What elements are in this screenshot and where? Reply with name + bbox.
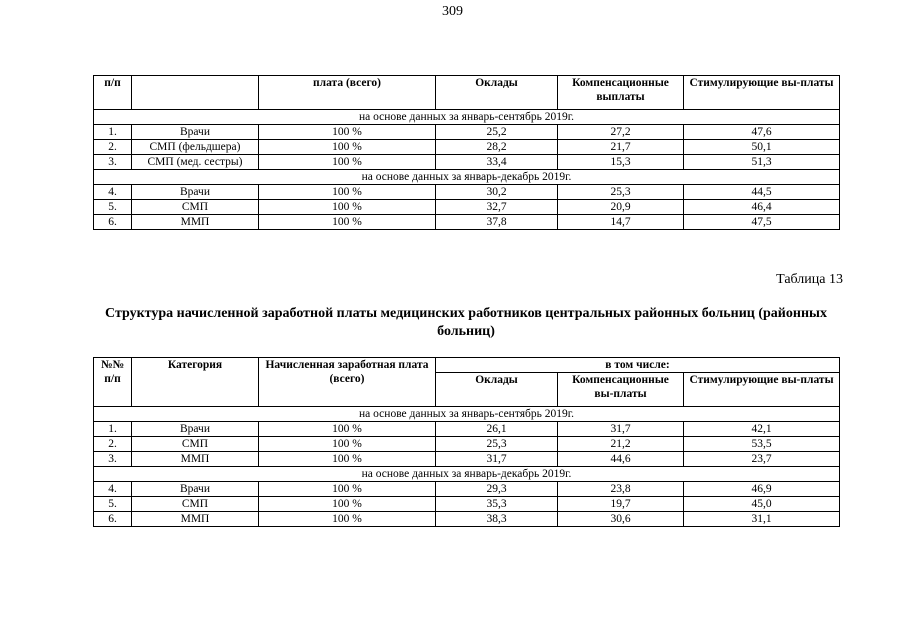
cell-salaries: 31,7: [436, 452, 558, 467]
cell-category: СМП: [132, 200, 259, 215]
cell-num: 1.: [94, 422, 132, 437]
cell-category: ММП: [132, 215, 259, 230]
cell-incentive: 47,6: [684, 125, 840, 140]
header-incentive: Стимулирующие вы-платы: [684, 76, 840, 110]
cell-incentive: 46,4: [684, 200, 840, 215]
header-total: плата (всего): [259, 76, 436, 110]
header-including: в том числе:: [436, 358, 840, 373]
cell-compensation: 20,9: [558, 200, 684, 215]
table-row: [94, 155, 840, 170]
cell-num: 3.: [94, 155, 132, 170]
cell-category: Врачи: [132, 482, 259, 497]
header-salaries: Оклады: [436, 76, 558, 110]
cell-incentive: 45,0: [684, 497, 840, 512]
header-salaries: Оклады: [436, 373, 558, 407]
cell-salaries: 25,3: [436, 437, 558, 452]
cell-total: 100 %: [259, 125, 436, 140]
cell-category: СМП: [132, 437, 259, 452]
table-title: Структура начисленной заработной платы медицинских работников центральных районных больниц (районных больниц): [105, 306, 827, 339]
cell-total: 100 %: [259, 185, 436, 200]
table-row: [94, 185, 840, 200]
cell-incentive: 46,9: [684, 482, 840, 497]
cell-compensation: 21,7: [558, 140, 684, 155]
section-row: [94, 467, 840, 482]
cell-incentive: 42,1: [684, 422, 840, 437]
cell-compensation: 25,3: [558, 185, 684, 200]
cell-category: ММП: [132, 512, 259, 527]
cell-total: 100 %: [259, 140, 436, 155]
cell-num: 4.: [94, 482, 132, 497]
cell-compensation: 15,3: [558, 155, 684, 170]
header-incentive: Стимулирующие вы-платы: [684, 373, 840, 407]
section-label: на основе данных за январь-декабрь 2019г.: [94, 170, 840, 185]
table-row: [94, 200, 840, 215]
cell-compensation: 30,6: [558, 512, 684, 527]
cell-incentive: 44,5: [684, 185, 840, 200]
cell-incentive: 47,5: [684, 215, 840, 230]
header-category: Категория: [132, 358, 259, 407]
table-header-row: [94, 76, 840, 110]
header-total: Начисленная заработная плата (всего): [259, 358, 436, 407]
header-num: п/п: [94, 76, 132, 110]
cell-salaries: 38,3: [436, 512, 558, 527]
cell-compensation: 14,7: [558, 215, 684, 230]
section-label: на основе данных за январь-декабрь 2019г.: [94, 467, 840, 482]
table-header-row: [94, 358, 840, 373]
table-row: [94, 140, 840, 155]
table-row: [94, 437, 840, 452]
cell-num: 4.: [94, 185, 132, 200]
section-label: на основе данных за январь-сентябрь 2019г.: [94, 110, 840, 125]
cell-category: ММП: [132, 452, 259, 467]
cell-total: 100 %: [259, 437, 436, 452]
cell-category: СМП: [132, 497, 259, 512]
header-compensation: Компенсационные выплаты: [558, 76, 684, 110]
cell-salaries: 28,2: [436, 140, 558, 155]
cell-num: 5.: [94, 497, 132, 512]
cell-total: 100 %: [259, 497, 436, 512]
header-compensation: Компенсационные вы-платы: [558, 373, 684, 407]
cell-compensation: 44,6: [558, 452, 684, 467]
cell-num: 6.: [94, 215, 132, 230]
cell-num: 5.: [94, 200, 132, 215]
table-number-caption: Таблица 13: [776, 272, 843, 287]
table-row: [94, 452, 840, 467]
cell-salaries: 32,7: [436, 200, 558, 215]
cell-compensation: 21,2: [558, 437, 684, 452]
cell-salaries: 33,4: [436, 155, 558, 170]
cell-total: 100 %: [259, 200, 436, 215]
cell-salaries: 30,2: [436, 185, 558, 200]
cell-total: 100 %: [259, 482, 436, 497]
header-num: №№ п/п: [94, 358, 132, 407]
cell-incentive: 53,5: [684, 437, 840, 452]
table-row: [94, 497, 840, 512]
cell-num: 1.: [94, 125, 132, 140]
cell-total: 100 %: [259, 155, 436, 170]
table-row: [94, 512, 840, 527]
cell-num: 3.: [94, 452, 132, 467]
cell-category: Врачи: [132, 125, 259, 140]
table-row: [94, 125, 840, 140]
cell-compensation: 27,2: [558, 125, 684, 140]
cell-total: 100 %: [259, 452, 436, 467]
cell-total: 100 %: [259, 512, 436, 527]
cell-incentive: 50,1: [684, 140, 840, 155]
cell-salaries: 25,2: [436, 125, 558, 140]
cell-category: Врачи: [132, 422, 259, 437]
cell-salaries: 37,8: [436, 215, 558, 230]
cell-category: Врачи: [132, 185, 259, 200]
cell-num: 2.: [94, 437, 132, 452]
cell-salaries: 29,3: [436, 482, 558, 497]
cell-total: 100 %: [259, 422, 436, 437]
cell-salaries: 35,3: [436, 497, 558, 512]
section-row: [94, 110, 840, 125]
cell-salaries: 26,1: [436, 422, 558, 437]
section-row: [94, 407, 840, 422]
cell-category: СМП (фельдшера): [132, 140, 259, 155]
salary-structure-table-district-hospitals: [93, 357, 840, 527]
section-row: [94, 170, 840, 185]
cell-compensation: 23,8: [558, 482, 684, 497]
table-row: [94, 422, 840, 437]
salary-structure-table-continued: [93, 75, 840, 230]
header-category: [132, 76, 259, 110]
page-number: 309: [442, 4, 463, 19]
cell-num: 6.: [94, 512, 132, 527]
cell-compensation: 19,7: [558, 497, 684, 512]
table-row: [94, 215, 840, 230]
cell-compensation: 31,7: [558, 422, 684, 437]
section-label: на основе данных за январь-сентябрь 2019г.: [94, 407, 840, 422]
cell-num: 2.: [94, 140, 132, 155]
table-row: [94, 482, 840, 497]
cell-incentive: 31,1: [684, 512, 840, 527]
cell-incentive: 23,7: [684, 452, 840, 467]
cell-total: 100 %: [259, 215, 436, 230]
cell-incentive: 51,3: [684, 155, 840, 170]
cell-category: СМП (мед. сестры): [132, 155, 259, 170]
